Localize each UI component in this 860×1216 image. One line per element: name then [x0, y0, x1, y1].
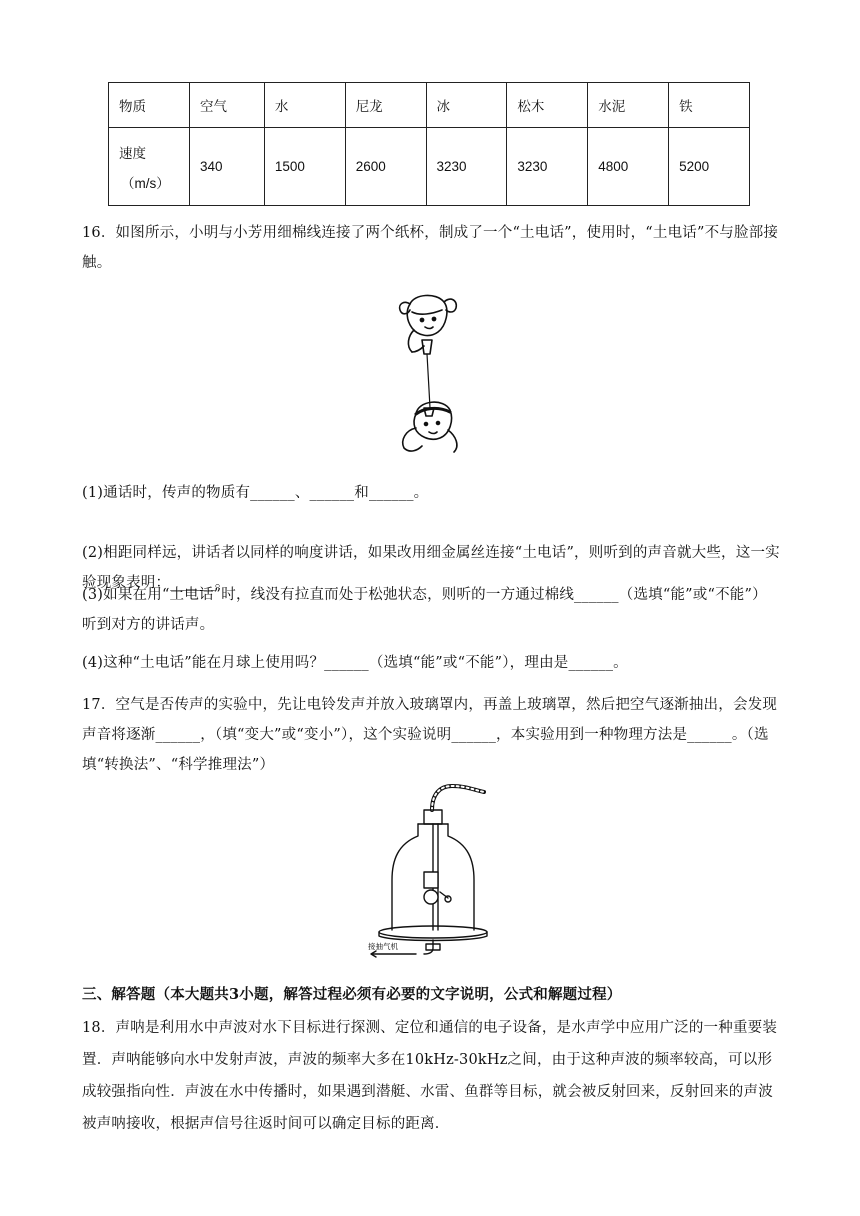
speed-label: 速度: [119, 145, 146, 161]
table-cell-material: 冰: [426, 83, 507, 128]
sound-speed-table: [108, 82, 750, 206]
question-16-part-3: (3)如果在用“土电话”时，线没有拉直而处于松弛状态，则听的一方通过棉线______（选填“能”或“不能”）听到对方的讲话声。: [82, 587, 767, 633]
table-cell-material: 尼龙: [345, 83, 426, 128]
table-cell-material: 水: [264, 83, 345, 128]
bell-jar-illustration: [362, 780, 492, 960]
question-17-stem: 17．空气是否传声的实验中，先让电铃发声并放入玻璃罩内，再盖上玻璃罩，然后把空气逐渐抽出，会发现声音将逐渐______，（填“变大”或“变小”），这个实验说明______，本实验用到一种物理方法是______。（选填“转换法”、“科学推理法”）: [82, 697, 778, 773]
table-cell-speed: 1500: [264, 128, 345, 206]
question-16-part-2: (2)相距同样远，讲话者以同样的响度讲话，如果改用细金属丝连接“土电话”，则听到的声音就大些，这一实验现象表明：______。: [82, 545, 780, 591]
table-cell-speed: 3230: [507, 128, 588, 206]
table-cell-material: 铁: [669, 83, 750, 128]
table-cell-speed: 4800: [588, 128, 669, 206]
vacuum-pump-label: 接抽气机: [368, 942, 398, 951]
table-cell-speed: 340: [190, 128, 265, 206]
question-16-stem: 16．如图所示，小明与小芳用细棉线连接了两个纸杯，制成了一个“土电话”，使用时，“土电话”不与脸部接触。: [82, 225, 779, 271]
question-16-part-1: (1)通话时，传声的物质有______、______和______。: [82, 485, 429, 501]
table-header-speed: [109, 128, 190, 206]
table-header-material: 物质: [109, 83, 190, 128]
table-cell-material: 空气: [190, 83, 265, 128]
question-16-part-4: (4)这种“土电话”能在月球上使用吗？______（选填“能”或“不能”），理由是______。: [82, 655, 628, 671]
table-cell-material: 水泥: [588, 83, 669, 128]
table-cell-speed: 2600: [345, 128, 426, 206]
table-row-materials: [109, 83, 750, 128]
section-3-title: 三、解答题（本大题共3小题，解答过程必须有必要的文字说明，公式和解题过程）: [82, 986, 622, 1003]
question-18-stem: 18．声呐是利用水中声波对水下目标进行探测、定位和通信的电子设备，是水声学中应用广泛的一种重要装置．声呐能够向水中发射声波，声波的频率大多在10kHz-30kHz之间，由于这种声波的频率较高，可以形成较强指向性．声波在水中传播时，如果遇到潜艇、水雷、鱼群等目标，就会被反射回来，反射回来的声波被声呐接收，根据声信号往返时间可以确定目标的距离．: [82, 1020, 778, 1132]
table-row-speeds: [109, 128, 750, 206]
speed-unit: （m/s）: [121, 175, 170, 191]
string-telephone-illustration: [388, 290, 468, 460]
table-cell-material: 松木: [507, 83, 588, 128]
table-cell-speed: 5200: [669, 128, 750, 206]
table-cell-speed: 3230: [426, 128, 507, 206]
